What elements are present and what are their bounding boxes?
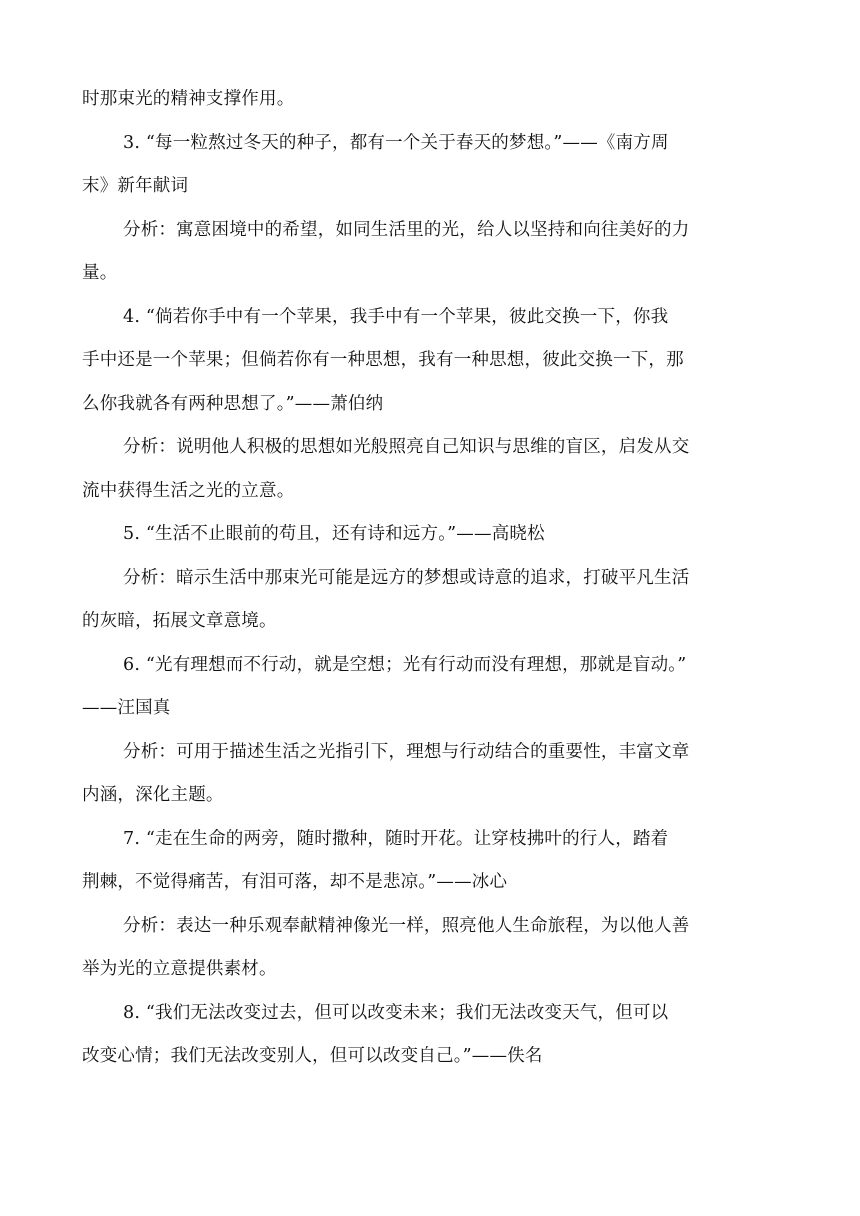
quote-3-line-2: 末》新年献词 [82, 176, 189, 196]
quote-4-line-3: 么你我就各有两种思想了。”——萧伯纳 [82, 393, 384, 414]
analysis-6-line-2: 内涵，深化主题。 [82, 785, 224, 805]
quote-8-line-2: 改变心情；我们无法改变别人，但可以改变自己。”——佚名 [82, 1046, 543, 1066]
analysis-3-line-2: 量。 [82, 263, 118, 283]
quote-6-line-1: 6. “光有理想而不行动，就是空想；光有行动而没有理想，那就是盲动。” [123, 654, 687, 675]
analysis-5-line-1: 分析：暗示生活中那束光可能是远方的梦想或诗意的追求，打破平凡生活 [123, 567, 690, 588]
quote-4-line-2: 手中还是一个苹果；但倘若你有一种思想，我有一种思想，彼此交换一下，那 [82, 350, 684, 370]
quote-7-line-2: 荆棘，不觉得痛苦，有泪可落，却不是悲凉。”——冰心 [82, 872, 508, 892]
analysis-7-line-2: 举为光的立意提供素材。 [82, 959, 277, 979]
analysis-3-line-1: 分析：寓意困境中的希望，如同生活里的光，给人以坚持和向往美好的力 [123, 219, 690, 240]
text-line: 时那束光的精神支撑作用。 [82, 89, 295, 109]
analysis-5-line-2: 的灰暗，拓展文章意境。 [82, 611, 277, 631]
analysis-7-line-1: 分析：表达一种乐观奉献精神像光一样，照亮他人生命旅程，为以他人善 [123, 915, 690, 936]
quote-6-line-2: ——汪国真 [82, 698, 171, 718]
quote-3-line-1: 3. “每一粒熬过冬天的种子，都有一个关于春天的梦想。”——《南方周 [123, 132, 669, 153]
quote-4-line-1: 4. “倘若你手中有一个苹果，我手中有一个苹果，彼此交换一下，你我 [123, 306, 669, 327]
document-text [82, 78, 782, 1079]
analysis-6-line-1: 分析：可用于描述生活之光指引下，理想与行动结合的重要性，丰富文章 [123, 741, 690, 762]
quote-7-line-1: 7. “走在生命的两旁，随时撒种，随时开花。让穿枝拂叶的行人，踏着 [123, 828, 669, 849]
quote-8-line-1: 8. “我们无法改变过去，但可以改变未来；我们无法改变天气，但可以 [123, 1002, 669, 1023]
quote-5-line-1: 5. “生活不止眼前的苟且，还有诗和远方。”——高晓松 [123, 524, 545, 544]
analysis-4-line-1: 分析：说明他人积极的思想如光般照亮自己知识与思维的盲区，启发从交 [123, 437, 690, 457]
analysis-4-line-2: 流中获得生活之光的立意。 [82, 480, 295, 501]
